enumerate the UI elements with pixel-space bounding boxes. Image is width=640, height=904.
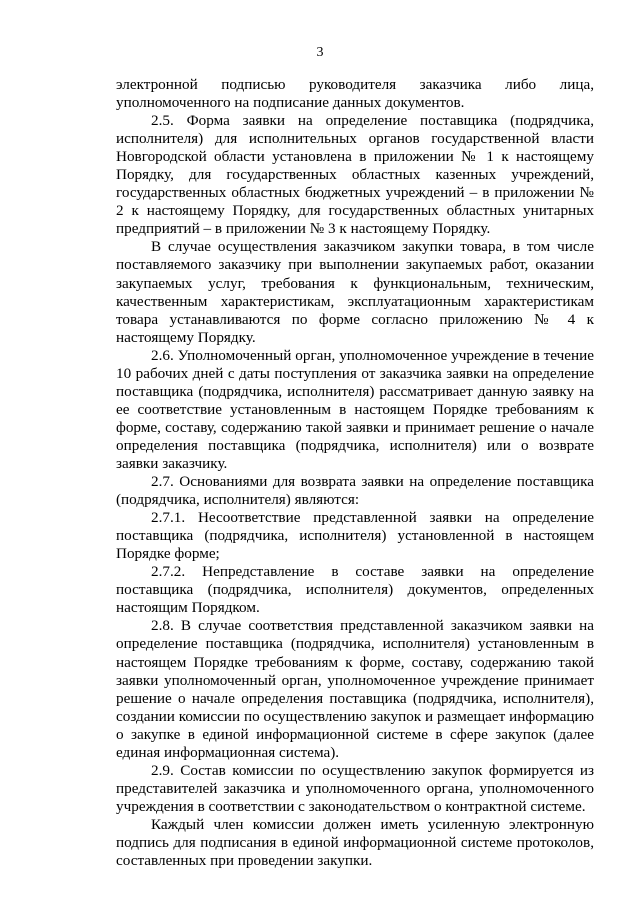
paragraph-2-7: 2.7. Основаниями для возврата заявки на определение поставщика (подрядчика, исполнителя) являются: xyxy=(116,473,594,509)
paragraph-2-8: 2.8. В случае соответствия представленной заказчиком заявки на определение поставщика (подрядчика, исполнителя) установленным в настоящем Порядке требованиям к форме, составу, содержанию такой заявки уполномоченный орган, уполномоченное учреждение принимает решение о начале определения поставщика (подрядчика, исполнителя), создании комиссии по осуществлению закупок и размещает информацию о закупке в единой информационной системе в сфере закупок (далее единая информационная система). xyxy=(116,617,594,761)
paragraph-2-5: 2.5. Форма заявки на определение поставщика (подрядчика, исполнителя) для исполнительных органов государственной власти Новгородской области установлена в приложении № 1 к настоящему Порядку, для государственных областных казенных учреждений, государственных областных бюджетных учреждений – в приложении № 2 к настоящему Порядку, для государственных областных унитарных предприятий – в приложении № 3 к настоящему Порядку. xyxy=(116,112,594,238)
page-number: 3 xyxy=(316,45,324,60)
paragraph-commission-signature: Каждый член комиссии должен иметь усиленную электронную подпись для подписания в единой информационной системе протоколов, составленных при проведении закупки. xyxy=(116,815,594,870)
paragraph-goods-requirements: В случае осуществления заказчиком закупки товара, в том числе поставляемого заказчику при выполнении закупаемых работ, оказании закупаемых услуг, требования к функциональным, техническим, качественным характеристикам, эксплуатационным характеристикам товара устанавливаются по форме согласно приложению № 4 к настоящему Порядку. xyxy=(116,238,594,346)
paragraph-2-9: 2.9. Состав комиссии по осуществлению закупок формируется из представителей заказчика и уполномоченного органа, уполномоченного учреждения в соответствии с законодательством о контрактной системе. xyxy=(116,761,594,815)
paragraph-continuation: электронной подписью руководителя заказчика либо лица, уполномоченного на подписание данных документов. xyxy=(116,76,594,112)
document-body xyxy=(116,76,594,870)
paragraph-2-7-1: 2.7.1. Несоответствие представленной заявки на определение поставщика (подрядчика, исполнителя) установленной в настоящем Порядке форме; xyxy=(116,509,594,563)
paragraph-2-7-2: 2.7.2. Непредставление в составе заявки на определение поставщика (подрядчика, исполнителя) документов, определенных настоящим Порядком. xyxy=(116,563,594,617)
paragraph-2-6: 2.6. Уполномоченный орган, уполномоченное учреждение в течение 10 рабочих дней с даты поступления от заказчика заявки на определение поставщика (подрядчика, исполнителя) рассматривает данную заявку на ее соответствие установленным в настоящем Порядке требованиям к форме, составу, содержанию такой заявки и принимает решение о начале определения поставщика (подрядчика, исполнителя) или о возврате заявки заказчику. xyxy=(116,346,594,472)
